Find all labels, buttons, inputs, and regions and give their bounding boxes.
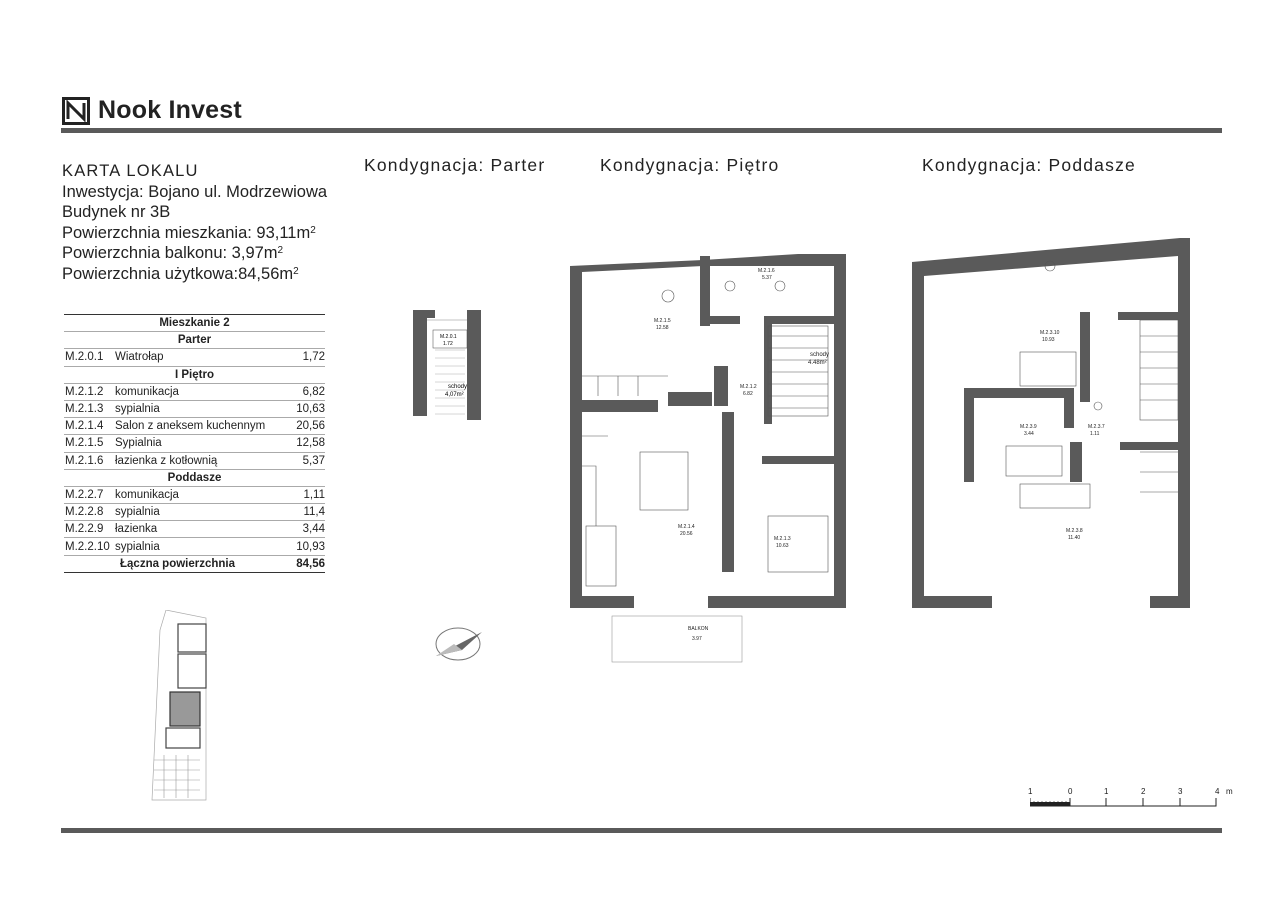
table-row (64, 400, 325, 417)
table-row (64, 486, 325, 503)
north-arrow-icon (432, 624, 488, 664)
table-row (64, 349, 325, 366)
room-name: sypialnia (115, 538, 285, 555)
room-area: 10,63 (285, 400, 325, 417)
pietro-stairs: schody (810, 352, 830, 358)
card-title: KARTA LOKALU (62, 162, 199, 180)
apartment-table (64, 314, 325, 573)
room-id-214: M.2.1.4 (678, 524, 695, 530)
pietro-stairs-area: 4.48m² (808, 360, 827, 366)
room-area-215: 12.58 (656, 325, 669, 331)
room-area: 3,44 (285, 521, 325, 538)
room-code: M.2.2.8 (64, 504, 115, 521)
balcony-area-line: Powierzchnia balkonu: $3,97m^2$ (62, 244, 284, 263)
room-area: 11,4 (285, 504, 325, 521)
room-area-238: 11.40 (1068, 535, 1081, 541)
balcony-label: BALKON (688, 626, 709, 632)
room-id-239: M.2.3.9 (1020, 424, 1037, 430)
room-name: komunikacja (115, 486, 285, 503)
room-area: 5,37 (285, 452, 325, 469)
room-code: M.2.1.2 (64, 383, 115, 400)
brand-logo (62, 96, 242, 125)
room-area-216: 5.37 (762, 275, 772, 281)
scale-labels: 1 0 1 2 3 4 m (1028, 787, 1233, 796)
room-area: 20,56 (285, 418, 325, 435)
room-id-212: M.2.1.2 (740, 384, 757, 390)
room-name: łazienka (115, 521, 285, 538)
parter-room-area: 1.72 (443, 341, 453, 347)
brand-name: Nook Invest (98, 96, 242, 124)
nook-invest-logo-icon (62, 97, 90, 125)
table-row (64, 521, 325, 538)
room-code: M.2.1.3 (64, 400, 115, 417)
section-header: I Piętro (64, 366, 325, 383)
site-plan (146, 610, 226, 810)
table-row (64, 435, 325, 452)
scale-bar (1030, 798, 1220, 808)
room-area: 6,82 (285, 383, 325, 400)
unit-info (62, 161, 327, 285)
usable-area-line: Powierzchnia $użytkowa:84,56m^2$ (62, 264, 299, 283)
plan-poddasze (910, 236, 1196, 612)
table-row (64, 383, 325, 400)
room-area: 12,58 (285, 435, 325, 452)
room-code: M.2.1.5 (64, 435, 115, 452)
room-code: M.2.2.10 (64, 538, 115, 555)
room-name: Salon z aneksem kuchennym (115, 418, 285, 435)
table-row (64, 504, 325, 521)
room-code: M.2.1.6 (64, 452, 115, 469)
room-name: Sypialnia (115, 435, 285, 452)
room-code: M.2.2.9 (64, 521, 115, 538)
room-name: łazienka z kotłownią (115, 452, 285, 469)
room-id-237: M.2.3.7 (1088, 424, 1105, 430)
room-id-215: M.2.1.5 (654, 318, 671, 324)
room-id-213: M.2.1.3 (774, 536, 791, 542)
room-name: Wiatrołap (115, 349, 285, 366)
room-id-216: M.2.1.6 (758, 268, 775, 274)
total-label: Łączna powierzchnia (115, 555, 285, 572)
parter-stairs: schody (448, 384, 468, 390)
section-header: Poddasze (64, 469, 325, 486)
investment-line: Inwestycja: Bojano ul. Modrzewiowa (62, 182, 328, 201)
room-id-2310: M.2.3.10 (1040, 330, 1060, 336)
total-value: 84,56 (285, 555, 325, 572)
building-line: Budynek nr 3B (62, 203, 171, 222)
section-header: Parter (64, 332, 325, 349)
plan-pietro (568, 236, 858, 666)
room-name: komunikacja (115, 383, 285, 400)
balcony-area: 3.97 (692, 636, 702, 642)
table-row (64, 538, 325, 555)
total-row (64, 555, 325, 572)
room-name: sypialnia (115, 400, 285, 417)
room-area: 10,93 (285, 538, 325, 555)
room-area-213: 10.63 (776, 543, 789, 549)
room-name: sypialnia (115, 504, 285, 521)
room-code: M.2.2.7 (64, 486, 115, 503)
room-code: M.2.1.4 (64, 418, 115, 435)
room-area-239: 3.44 (1024, 431, 1034, 437)
floor-label-parter: Kondygnacja: Parter (364, 155, 546, 175)
table-title-row: Mieszkanie 2 (64, 315, 325, 332)
room-id-238: M.2.3.8 (1066, 528, 1083, 534)
plan-parter (405, 300, 495, 430)
room-area-237: 1.11 (1090, 431, 1100, 437)
room-code: M.2.0.1 (64, 349, 115, 366)
room-area: 1,11 (285, 486, 325, 503)
living-area-line: Powierzchnia mieszkania: $93,11m^2$ (62, 223, 316, 242)
footer-rule (61, 828, 1222, 833)
room-area-214: 20.56 (680, 531, 693, 537)
parter-stairs-area: 4,07m² (445, 392, 464, 398)
table-row (64, 452, 325, 469)
room-area-2310: 10.93 (1042, 337, 1055, 343)
floor-label-poddasze: Kondygnacja: Poddasze (922, 155, 1136, 175)
table-row (64, 418, 325, 435)
room-area-212: 6.82 (743, 391, 753, 397)
floor-label-pietro: Kondygnacja: Piętro (600, 155, 780, 175)
room-area: 1,72 (285, 349, 325, 366)
parter-room-id: M.2.0.1 (440, 334, 457, 340)
header-rule (61, 128, 1222, 133)
